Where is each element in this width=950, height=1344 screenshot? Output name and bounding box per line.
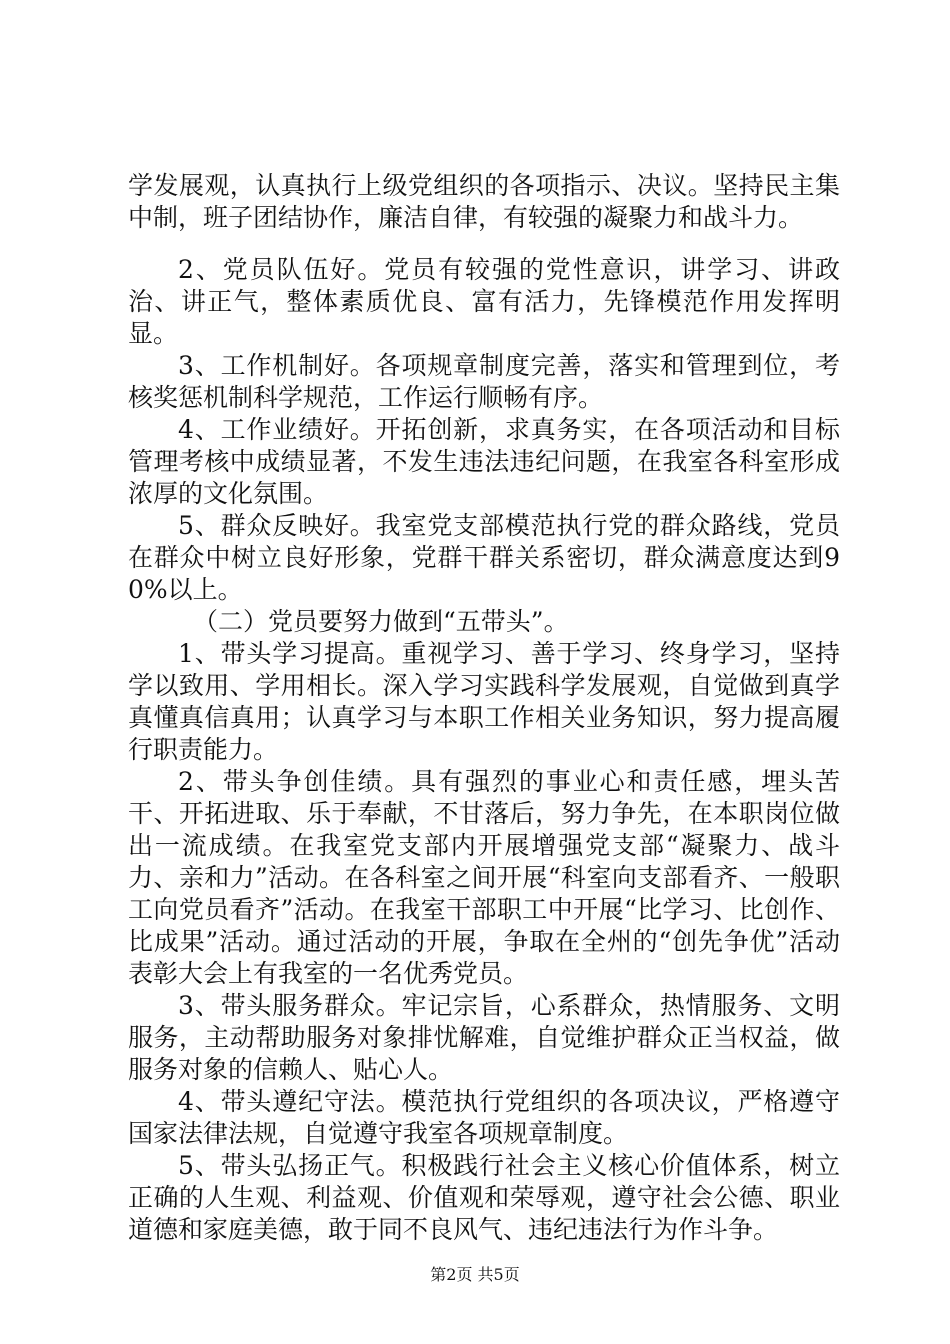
- paragraph-item-lead-integrity: 5、带头弘扬正气。积极践行社会主义核心价值体系，树立正确的人生观、利益观、价值观和荣辱观，遵守社会公德、职业道德和家庭美德，敢于同不良风气、违纪违法行为作斗争。: [128, 1151, 840, 1244]
- paragraph-item-work-mechanism: 3、工作机制好。各项规章制度完善，落实和管理到位，考核奖惩机制科学规范，工作运行顺畅有序。: [128, 351, 840, 412]
- page-number-footer: 第2页 共5页: [430, 1265, 520, 1284]
- paragraph-item-party-members: 2、党员队伍好。党员有较强的党性意识，讲学习、讲政治、讲正气，整体素质优良、富有活力，先锋模范作用发挥明显。: [128, 255, 840, 348]
- paragraph-item-lead-law: 4、带头遵纪守法。模范执行党组织的各项决议，严格遵守国家法律法规，自觉遵守我室各项规章制度。: [128, 1087, 840, 1148]
- paragraph-continuation: 学发展观，认真执行上级党组织的各项指示、决议。坚持民主集中制，班子团结协作，廉洁自律，有较强的凝聚力和战斗力。: [128, 171, 840, 232]
- section-heading-five-leads: （二）党员要努力做到“五带头”。: [193, 607, 569, 636]
- paragraph-item-lead-service: 3、带头服务群众。牢记宗旨，心系群众，热情服务、文明服务，主动帮助服务对象排忧解难，自觉维护群众正当权益，做服务对象的信赖人、贴心人。: [128, 991, 840, 1084]
- paragraph-item-lead-performance: 2、带头争创佳绩。具有强烈的事业心和责任感，埋头苦干、开拓进取、乐于奉献，不甘落后，努力争先，在本职岗位做出一流成绩。在我室党支部内开展增强党支部“凝聚力、战斗力、亲和力”活动。在各科室之间开展“科室向支部看齐、一般职工向党员看齐”活动。在我室干部职工中开展“比学习、比创作、比成果”活动。通过活动的开展，争取在全州的“创先争优”活动表彰大会上有我室的一名优秀党员。: [128, 767, 840, 988]
- paragraph-item-public-feedback: 5、群众反映好。我室党支部模范执行党的群众路线，党员在群众中树立良好形象，党群干群关系密切，群众满意度达到90%以上。: [128, 511, 840, 604]
- document-body: [128, 170, 840, 1246]
- paragraph-item-lead-learning: 1、带头学习提高。重视学习、善于学习、终身学习，坚持学以致用、学用相长。深入学习实践科学发展观，自觉做到真学真懂真信真用；认真学习与本职工作相关业务知识，努力提高履行职责能力。: [128, 639, 840, 764]
- paragraph-item-work-performance: 4、工作业绩好。开拓创新，求真务实，在各项活动和目标管理考核中成绩显著，不发生违法违纪问题，在我室各科室形成浓厚的文化氛围。: [128, 415, 840, 508]
